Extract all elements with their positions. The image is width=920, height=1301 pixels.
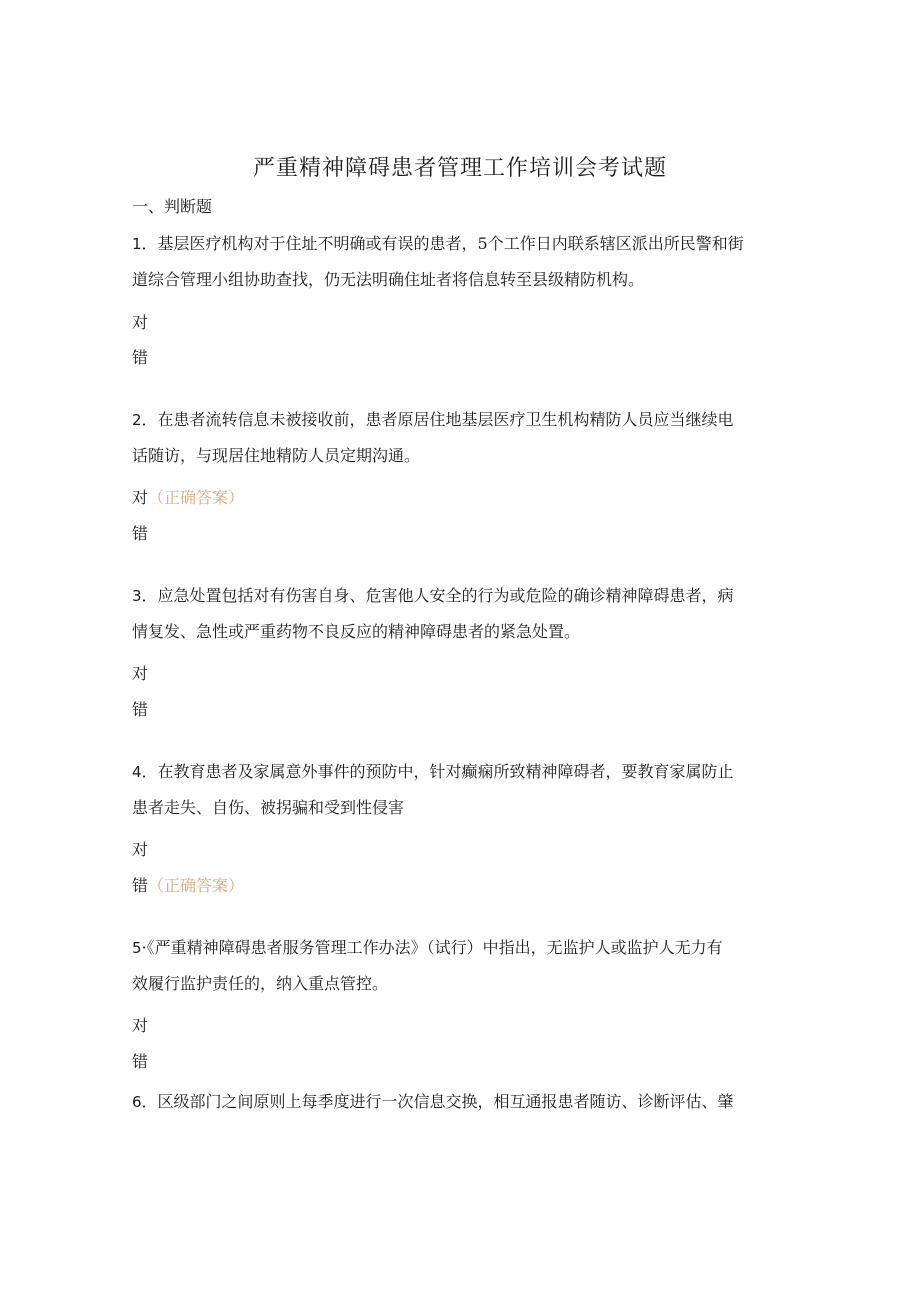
question-5-option-false[interactable]: 错	[132, 1052, 149, 1071]
question-6-line-1: 6．区级部门之间原则上每季度进行一次信息交换，相互通报患者随访、诊断评估、肇	[132, 1090, 792, 1114]
question-4-option-false[interactable]: 错（正确答案）	[132, 876, 245, 895]
question-3-option-true[interactable]: 对	[132, 664, 149, 683]
question-5-line-1: 5·《严重精神障碍患者服务管理工作办法》（试行）中指出，无监护人或监护人无力有	[132, 936, 792, 960]
question-3-option-false[interactable]: 错	[132, 700, 149, 719]
correct-answer-mark: （正确答案）	[148, 876, 245, 895]
question-1-line-2: 道综合管理小组协助查找，仍无法明确住址者将信息转至县级精防机构。	[132, 270, 645, 289]
question-2-number: 2	[132, 411, 142, 429]
question-2-line-1: 2．在患者流转信息未被接收前，患者原居住地基层医疗卫生机构精防人员应当继续电	[132, 408, 792, 432]
question-5-number: 5	[132, 939, 142, 957]
question-4-number: 4	[132, 763, 142, 781]
question-2-line-2: 话随访，与现居住地精防人员定期沟通。	[132, 446, 421, 465]
question-3-number: 3	[132, 587, 142, 605]
question-2-option-false[interactable]: 错	[132, 524, 149, 543]
question-1-option-true[interactable]: 对	[132, 313, 149, 332]
correct-answer-mark: （正确答案）	[148, 488, 245, 507]
question-3-line-2: 情复发、急性或严重药物不良反应的精神障碍患者的紧急处置。	[132, 622, 581, 641]
section-heading: 一、判断题	[132, 197, 213, 216]
question-5-line-2: 效履行监护责任的，纳入重点管控。	[132, 974, 389, 993]
question-1-line-1: 1．基层医疗机构对于住址不明确或有误的患者，5个工作日内联系辖区派出所民警和街	[132, 232, 792, 256]
page-title: 严重精神障碍患者管理工作培训会考试题	[252, 156, 667, 181]
question-6-number: 6	[132, 1093, 142, 1111]
question-1-number: 1	[132, 235, 142, 253]
question-4-option-true[interactable]: 对	[132, 840, 149, 859]
question-4-line-1: 4．在教育患者及家属意外事件的预防中，针对癫痫所致精神障碍者，要教育家属防止	[132, 760, 792, 784]
question-2-option-true[interactable]: 对（正确答案）	[132, 488, 245, 507]
question-5-option-true[interactable]: 对	[132, 1016, 149, 1035]
question-1-option-false[interactable]: 错	[132, 348, 149, 367]
question-3-line-1: 3．应急处置包括对有伤害自身、危害他人安全的行为或危险的确诊精神障碍患者，病	[132, 584, 792, 608]
question-4-line-2: 患者走失、自伤、被拐骗和受到性侵害	[132, 798, 405, 817]
